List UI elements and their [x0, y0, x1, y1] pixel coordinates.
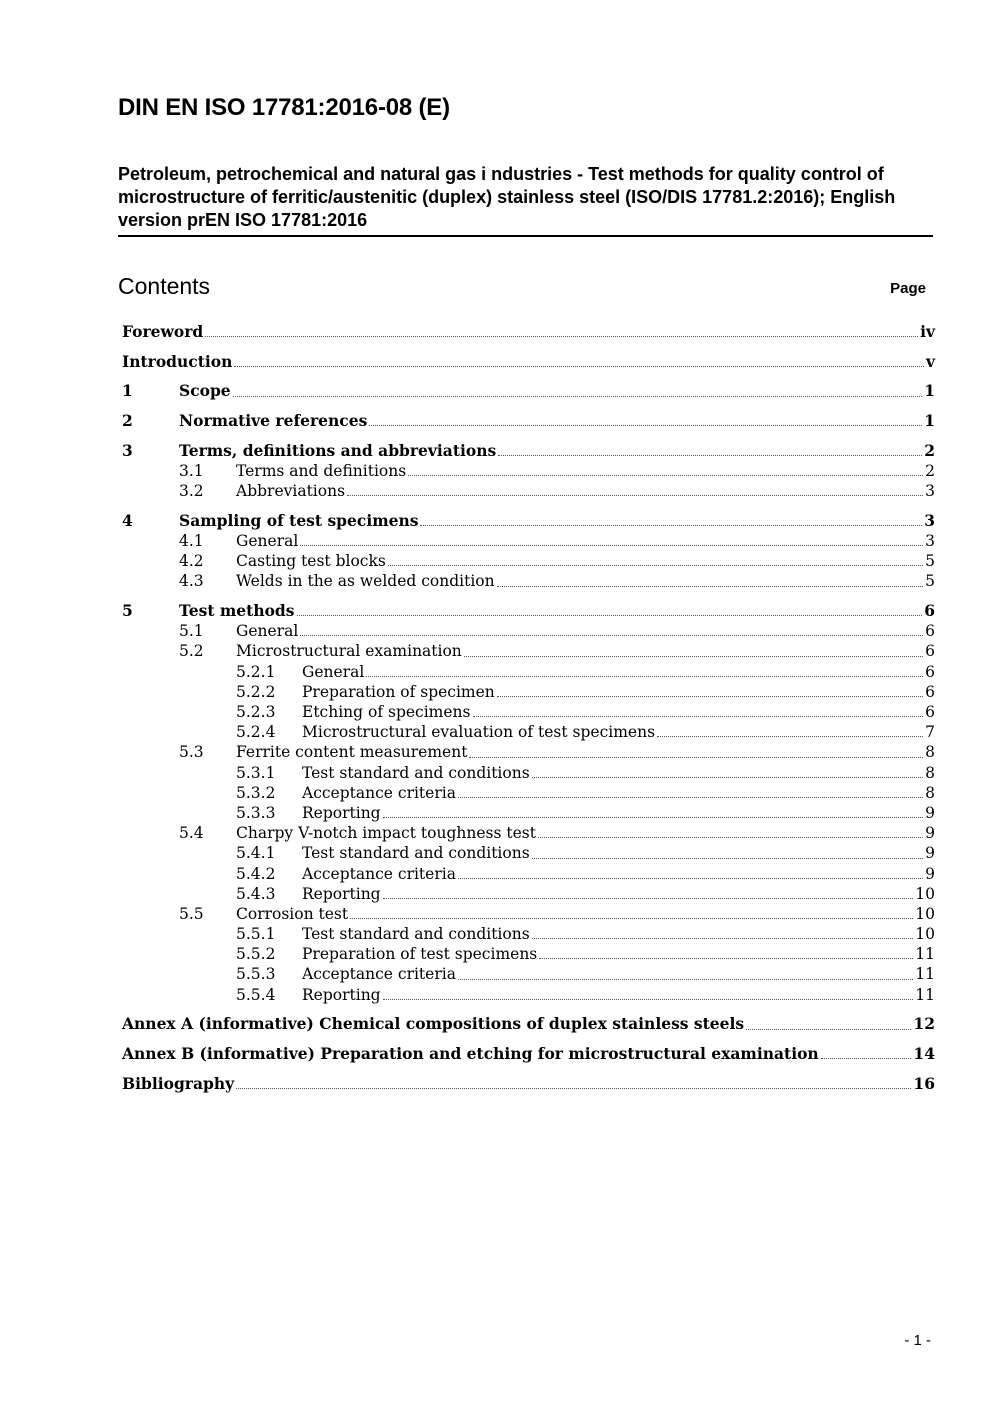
toc-entry[interactable] [122, 641, 935, 661]
toc-entry-number: 5.5.4 [236, 985, 276, 1004]
toc-entry-page: 11 [915, 945, 935, 964]
toc-entry-page: 5 [925, 572, 935, 591]
dot-leader [497, 586, 924, 587]
toc-entry-number: 5.4 [179, 824, 204, 843]
toc-entry-title: Terms, definitions and abbreviations [179, 440, 497, 460]
dot-leader [383, 898, 914, 899]
toc-entry-title: Abbreviations [236, 482, 346, 501]
toc-entry-title: Corrosion test [236, 904, 349, 923]
dot-leader [205, 336, 918, 337]
toc-entry-page: 6 [925, 703, 935, 721]
dot-leader [538, 837, 923, 838]
toc-entry-test-methods[interactable] [122, 601, 935, 621]
dot-leader [347, 495, 923, 496]
toc-entry[interactable] [122, 803, 935, 823]
toc-entry-page: 6 [924, 601, 935, 621]
toc-entry-title: Reporting [302, 985, 381, 1004]
page-column-heading: Page [890, 280, 926, 297]
toc-entry-title: Test standard and conditions [302, 844, 530, 863]
toc-entry-page: 9 [925, 803, 935, 822]
toc-entry-foreword[interactable] [122, 322, 935, 342]
toc-entry-page: 8 [925, 743, 935, 762]
toc-entry-title: Acceptance criteria [302, 965, 456, 984]
toc-entry-page: 11 [915, 965, 935, 984]
toc-entry-page: 8 [925, 783, 935, 802]
toc-entry-page: 3 [924, 510, 935, 530]
toc-entry-title: Welds in the as welded condition [236, 572, 495, 591]
dot-leader [497, 696, 923, 697]
toc-entry-number: 4.2 [179, 552, 204, 571]
toc-entry-title: Reporting [302, 803, 381, 822]
toc-entry[interactable] [122, 783, 935, 803]
dot-leader [350, 918, 913, 919]
toc-entry-title: Microstructural evaluation of test specimens [302, 723, 656, 742]
dot-leader [383, 817, 924, 818]
toc-entry[interactable] [122, 722, 935, 742]
toc-entry-number: 5.3.3 [236, 803, 276, 822]
dot-leader [234, 366, 924, 367]
dot-leader [473, 716, 924, 717]
toc-entry-number: 5.3.2 [236, 783, 276, 802]
toc-entry-title: Microstructural examination [236, 642, 462, 661]
toc-entry-page: 16 [913, 1073, 935, 1093]
toc-entry[interactable] [122, 571, 935, 591]
document-title: DIN EN ISO 17781:2016-08 (E) [118, 94, 450, 121]
dot-leader [420, 525, 922, 526]
toc-entry-title: Ferrite content measurement [236, 743, 468, 762]
dot-leader [532, 938, 914, 939]
toc-entry-title: Foreword [122, 322, 204, 341]
dot-leader [458, 979, 913, 980]
dot-leader [300, 545, 923, 546]
toc-entry-title: Preparation of specimen [302, 682, 495, 701]
toc-entry-number: 4.3 [179, 572, 204, 591]
toc-entry-page: 11 [915, 985, 935, 1004]
toc-entry[interactable] [122, 702, 935, 722]
toc-entry[interactable] [122, 864, 935, 884]
toc-entry-page: v [925, 351, 935, 371]
dot-leader [539, 958, 913, 959]
toc-entry-page: 9 [925, 844, 935, 863]
toc-entry-annex-a[interactable] [122, 1014, 935, 1034]
dot-leader [388, 565, 923, 566]
toc-entry-page: 6 [925, 682, 935, 701]
toc-entry-page: 9 [925, 824, 935, 843]
toc-entry[interactable] [122, 823, 935, 843]
toc-entry-title: Sampling of test specimens [179, 510, 419, 530]
dot-leader [532, 777, 923, 778]
toc-entry[interactable] [122, 944, 935, 964]
toc-entry[interactable] [122, 662, 935, 682]
toc-entry-number: 5.2.1 [236, 662, 276, 681]
toc-entry-page: 5 [925, 552, 935, 571]
toc-entry[interactable] [122, 763, 935, 783]
toc-entry-title: Scope [179, 381, 231, 401]
toc-entry-number: 5.2.3 [236, 703, 276, 721]
toc-entry-title: Etching of specimens [302, 703, 471, 721]
dot-leader [532, 858, 923, 859]
toc-entry[interactable] [122, 551, 935, 571]
toc-entry[interactable] [122, 481, 935, 501]
toc-entry[interactable] [122, 904, 935, 924]
toc-entry-page: 10 [915, 904, 935, 923]
toc-entry-title: Annex B (informative) Preparation and etching for microstructural examination [122, 1044, 819, 1063]
toc-entry-page: 9 [925, 864, 935, 883]
toc-entry-terms-definitions[interactable] [122, 441, 935, 461]
toc-entry-title: Test standard and conditions [302, 925, 530, 944]
toc-entry-introduction[interactable] [122, 352, 935, 372]
page-number: - 1 - [904, 1332, 931, 1349]
toc-entry[interactable] [122, 924, 935, 944]
toc-entry-title: General [236, 532, 299, 550]
dot-leader [657, 736, 923, 737]
toc-entry-annex-b[interactable] [122, 1044, 935, 1064]
toc-entry-number: 5.3.1 [236, 763, 276, 782]
dot-leader [464, 656, 923, 657]
dot-leader [300, 635, 923, 636]
dot-leader [383, 999, 914, 1000]
toc-entry-title: General [236, 622, 299, 641]
toc-entry-title: Preparation of test specimens [302, 945, 538, 964]
toc-entry-title: Annex A (informative) Chemical compositions of duplex stainless steels [122, 1014, 745, 1034]
contents-heading: Contents [118, 273, 211, 299]
toc-entry-title: Charpy V-notch impact toughness test [236, 824, 536, 843]
toc-entry-number: 5 [122, 601, 133, 621]
toc-entry[interactable] [122, 843, 935, 863]
toc-entry-page: 10 [915, 884, 935, 903]
toc-entry-page: 6 [925, 662, 935, 681]
toc-entry-title: Bibliography [122, 1073, 235, 1093]
toc-entry[interactable] [122, 621, 935, 641]
toc-entry[interactable] [122, 461, 935, 481]
document-subtitle: Petroleum, petrochemical and natural gas i ndustries - Test methods for quality control of microstructure of ferritic/austenitic (duplex) stainless steel (ISO/DIS 17781.2:2016); English version prEN ISO 17781:2016 [118, 163, 933, 237]
toc-entry-number: 3.1 [179, 461, 204, 480]
toc-entry-number: 5.4.1 [236, 844, 276, 863]
dot-leader [458, 878, 923, 879]
toc-entry-number: 1 [122, 381, 133, 401]
toc-entry-number: 5.2 [179, 642, 204, 661]
toc-entry-title: Acceptance criteria [302, 783, 456, 802]
toc-entry-number: 5.1 [179, 622, 204, 641]
toc-entry-number: 5.2.4 [236, 723, 276, 742]
toc-entry-normative-references[interactable] [122, 411, 935, 431]
toc-entry-page: 2 [924, 440, 935, 460]
dot-leader [236, 1088, 911, 1089]
toc-entry-number: 3.2 [179, 482, 204, 501]
toc-entry-number: 5.3 [179, 743, 204, 762]
toc-entry-page: 1 [924, 411, 935, 431]
toc-entry-title: Casting test blocks [236, 552, 386, 571]
toc-entry-number: 5.4.3 [236, 884, 276, 903]
toc-entry-title: Reporting [302, 884, 381, 903]
toc-entry-page: 1 [924, 381, 935, 401]
toc-entry-number: 5.5.3 [236, 965, 276, 984]
toc-entry-title: Test methods [179, 601, 295, 621]
dot-leader [469, 757, 923, 758]
toc-entry-page: 12 [913, 1014, 935, 1034]
dot-leader [408, 475, 923, 476]
toc-entry-number: 4.1 [179, 532, 204, 550]
toc-entry-page: 6 [925, 642, 935, 661]
dot-leader [458, 797, 923, 798]
toc-entry-title: Acceptance criteria [302, 864, 456, 883]
dot-leader [366, 676, 923, 677]
table-of-contents [122, 322, 935, 1094]
toc-entry-page: 2 [925, 461, 935, 480]
toc-entry[interactable] [122, 985, 935, 1005]
toc-entry-title: Normative references [179, 411, 368, 431]
toc-entry[interactable] [122, 884, 935, 904]
toc-entry[interactable] [122, 682, 935, 702]
dot-leader [746, 1029, 911, 1030]
toc-entry-number: 3 [122, 440, 133, 460]
toc-entry-scope[interactable] [122, 381, 935, 401]
toc-entry-page: 3 [925, 482, 935, 501]
toc-entry-title: Terms and definitions [236, 461, 407, 480]
toc-entry-page: 8 [925, 763, 935, 782]
toc-entry-title: Test standard and conditions [302, 763, 530, 782]
toc-entry-page: iv [920, 322, 935, 341]
toc-entry[interactable] [122, 531, 935, 551]
toc-entry-page: 10 [915, 925, 935, 944]
dot-leader [369, 425, 922, 426]
toc-entry-page: 7 [925, 723, 935, 742]
toc-entry-bibliography[interactable] [122, 1074, 935, 1094]
toc-entry[interactable] [122, 742, 935, 762]
toc-entry-title: Introduction [122, 351, 233, 371]
toc-entry-page: 6 [925, 622, 935, 641]
toc-entry-title: General [302, 662, 365, 681]
dot-leader [233, 396, 923, 397]
toc-entry-sampling[interactable] [122, 511, 935, 531]
toc-entry-number: 5.5.1 [236, 925, 276, 944]
toc-entry-page: 14 [913, 1044, 935, 1063]
toc-entry-number: 5.5 [179, 904, 204, 923]
toc-entry-page: 3 [925, 532, 935, 550]
toc-entry-number: 5.5.2 [236, 945, 276, 964]
toc-entry-number: 5.4.2 [236, 864, 276, 883]
dot-leader [498, 455, 922, 456]
toc-entry[interactable] [122, 964, 935, 984]
dot-leader [297, 615, 923, 616]
toc-entry-number: 2 [122, 411, 133, 431]
toc-entry-number: 4 [122, 510, 133, 530]
toc-entry-number: 5.2.2 [236, 682, 276, 701]
dot-leader [821, 1058, 912, 1059]
